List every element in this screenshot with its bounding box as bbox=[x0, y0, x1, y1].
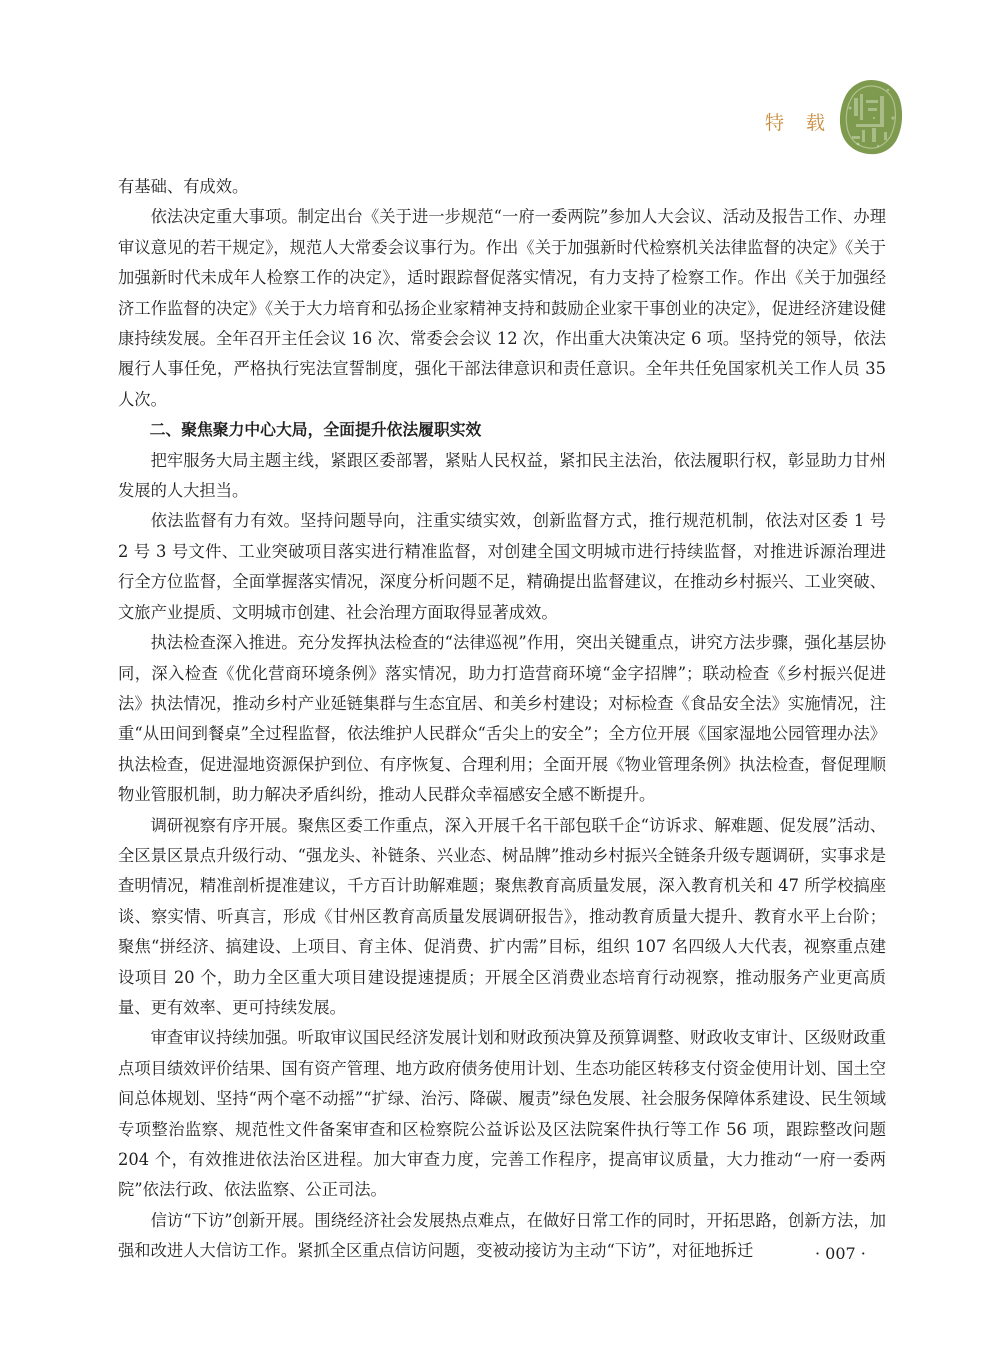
paragraph: 执法检查深入推进。充分发挥执法检查的“法律巡视”作用，突出关键重点，讲究方法步骤，强化基层协同，深入检查《优化营商环境条例》落实情况，助力打造营商环境“金字招牌”；联动检查《乡村振兴促进法》执法情况，推动乡村产业延链集群与生态宜居、和美乡村建设；对标检查《食品安全法》实施情况，注重“从田间到餐桌”全过程监督，依法维护人民群众“舌尖上的安全”；全方位开展《国家湿地公园管理办法》执法检查，促进湿地资源保护到位、有序恢复、合理利用；全面开展《物业管理条例》执法检查，督促理顺物业管服机制，助力解决矛盾纠纷，推动人民群众幸福感安全感不断提升。 bbox=[118, 633, 886, 805]
paragraph-continuation: 有基础、有成效。 bbox=[118, 177, 249, 196]
section-label: 特 载 bbox=[765, 112, 834, 134]
paragraph: 依法监督有力有效。坚持问题导向，注重实绩实效，创新监督方式，推行规范机制，依法对区委 1 号 2 号 3 号文件、工业突破项目落实进行精准监督，对创建全国文明城市进行持续监督，对推进诉源治理进行全方位监督，全面掌握落实情况，深度分析问题不足，精确提出监督建议，在推动乡村振兴、工业突破、文旅产业提质、文明城市创建、社会治理方面取得显著成效。 bbox=[118, 511, 886, 622]
paragraph: 信访“下访”创新开展。围绕经济社会发展热点难点，在做好日常工作的同时，开拓思路，创新方法，加强和改进人大信访工作。紧抓全区重点信访问题，变被动接访为主动“下访”，对征地拆迁 bbox=[118, 1210, 886, 1261]
page-number: · 007 · bbox=[815, 1244, 866, 1263]
paragraph: 依法决定重大事项。制定出台《关于进一步规范“一府一委两院”参加人大会议、活动及报告工作、办理审议意见的若干规定》，规范人大常委会议事行为。作出《关于加强新时代检察机关法律监督的决定》《关于加强新时代未成年人检察工作的决定》，适时跟踪督促落实情况，有力支持了检察工作。作出《关于加强经济工作监督的决定》《关于大力培育和弘扬企业家精神支持和鼓励企业家干事创业的决定》，促进经济建设健康持续发展。全年召开主任会议 16 次、常委会会议 12 次，作出重大决策决定 6 项。坚持党的领导，依法履行人事任免，严格执行宪法宣誓制度，强化干部法律意识和责任意识。全年共任免国家机关工作人员 35 人次。 bbox=[118, 207, 886, 409]
paragraph: 把牢服务大局主题主线，紧跟区委部署，紧贴人民权益，紧扣民主法治，依法履职行权，彰显助力甘州发展的人大担当。 bbox=[118, 450, 886, 501]
seal-stamp-icon bbox=[838, 78, 904, 156]
section-heading: 二、聚焦聚力中心大局，全面提升依法履职实效 bbox=[149, 420, 482, 440]
paragraph: 调研视察有序开展。聚焦区委工作重点，深入开展千名干部包联千企“访诉求、解难题、促发展”活动、全区景区景点升级行动、“强龙头、补链条、兴业态、树品牌”推动乡村振兴全链条升级专题调研，实事求是查明情况，精准剖析提准建议，千方百计助解难题；聚焦教育高质量发展，深入教育机关和 47 所学校搞座谈、察实情、听真言，形成《甘州区教育高质量发展调研报告》，推动教育质量大提升、教育水平上台阶；聚焦“拼经济、搞建设、上项目、育主体、促消费、扩内需”目标，组织 107 名四级人大代表，视察重点建设项目 20 个，助力全区重大项目建设提速提质；开展全区消费业态培育行动视察，推动服务产业更高质量、更有效率、更可持续发展。 bbox=[118, 815, 886, 1017]
paragraph: 审查审议持续加强。听取审议国民经济发展计划和财政预决算及预算调整、财政收支审计、区级财政重点项目绩效评价结果、国有资产管理、地方政府债务使用计划、生态功能区转移支付资金使用计划、国土空间总体规划、坚持“两个毫不动摇”“扩绿、治污、降碳、履责”绿色发展、社会服务保障体系建设、民生领域专项整治监察、规范性文件备案审查和区检察院公益诉讼及区法院案件执行等工作 56 项，跟踪整改问题 204 个，有效推进依法治区进程。加大审查力度，完善工作程序，提高审议质量，大力推动“一府一委两院”依法行政、依法监察、公正司法。 bbox=[118, 1028, 886, 1200]
article-body bbox=[118, 172, 886, 1267]
